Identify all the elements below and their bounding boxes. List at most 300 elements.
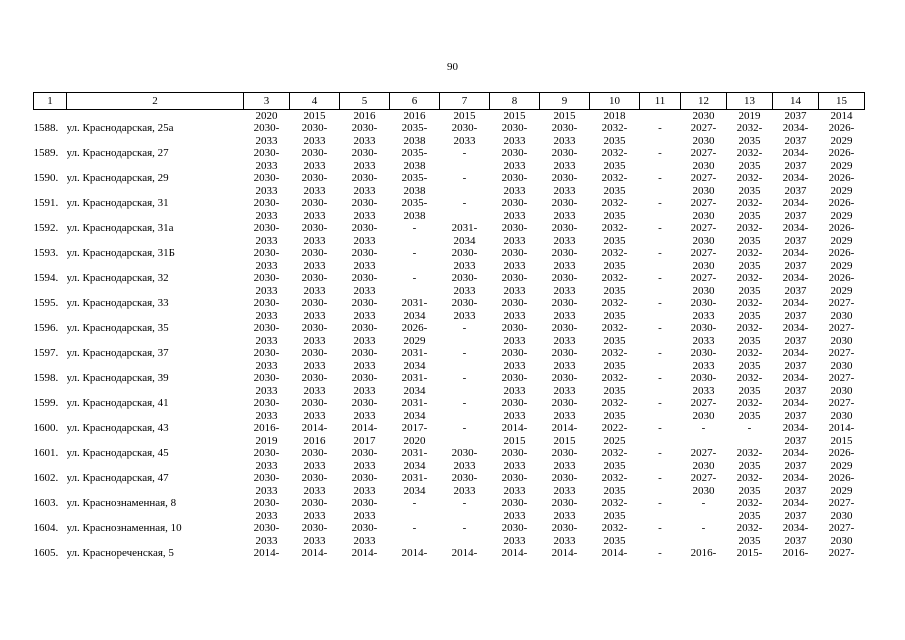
table-row <box>34 297 865 322</box>
period-cell: - <box>462 197 467 209</box>
period-cell: 2034- 2037 <box>782 397 809 422</box>
continued-cell: 2015 <box>503 110 526 122</box>
period-cell: 2030- 2033 <box>253 372 280 397</box>
period-cell: 2032- 2035 <box>601 197 628 222</box>
period-cell: 2034- 2037 <box>782 172 809 197</box>
period-cell: 2014- <box>253 547 280 559</box>
period-cell: 2030- 2033 <box>253 397 280 422</box>
period-cell: 2030- 2033 <box>301 172 328 197</box>
continued-cell <box>67 110 244 123</box>
period-cell: 2030- 2033 <box>690 322 717 347</box>
period-cell: 2030- 2033 <box>551 172 578 197</box>
continued-cell: 2018 <box>603 110 626 122</box>
period-cell: 2030- 2033 <box>551 122 578 147</box>
period-cell: 2035- 2038 <box>401 122 428 147</box>
continued-cell: 2020 <box>255 110 278 122</box>
header-cell-10: 10 <box>590 93 640 110</box>
continued-cell <box>34 110 67 123</box>
period-cell: 2032- 2035 <box>736 472 763 497</box>
period-cell: - <box>658 522 662 534</box>
period-cell: 2030- 2033 <box>351 372 378 397</box>
period-cell: 2027- 2030 <box>690 197 717 222</box>
period-cell: 2030- 2033 <box>253 147 280 172</box>
period-cell: 2030- 2033 <box>301 122 328 147</box>
period-cell: 2030- 2033 <box>690 297 717 322</box>
period-cell: 2030- 2033 <box>301 272 328 297</box>
header-cell-12: 12 <box>681 93 727 110</box>
row-number: 1598. <box>33 372 59 384</box>
period-cell: 2026- 2029 <box>401 322 428 347</box>
period-cell: 2026- 2029 <box>828 147 855 172</box>
period-cell: 2032- 2035 <box>736 197 763 222</box>
period-cell: - <box>658 197 662 209</box>
row-number: 1590. <box>33 172 59 184</box>
table-header <box>34 93 865 110</box>
period-cell: 2027- 2030 <box>690 222 717 247</box>
period-cell: 2032- 2035 <box>601 247 628 272</box>
address-cell: ул. Краснодарская, 31а <box>66 222 174 234</box>
address-cell: ул. Краснодарская, 25а <box>66 122 174 134</box>
period-cell: 2030- 2033 <box>501 447 528 472</box>
period-cell: 2030- 2033 <box>551 447 578 472</box>
period-cell: 2031- 2034 <box>401 397 428 422</box>
period-cell: - <box>658 222 662 234</box>
period-cell: 2032- 2035 <box>736 397 763 422</box>
period-cell: - <box>658 397 662 409</box>
period-cell: 2030- 2033 <box>351 347 378 372</box>
period-cell: 2030- 2033 <box>301 447 328 472</box>
row-number: 1604. <box>33 522 59 534</box>
period-cell: - <box>462 347 467 359</box>
period-cell: 2030- 2033 <box>501 372 528 397</box>
period-cell: 2032- 2035 <box>736 222 763 247</box>
period-cell: 2030- 2033 <box>253 472 280 497</box>
period-cell: 2030- 2033 <box>301 247 328 272</box>
period-cell: 2030- 2033 <box>253 322 280 347</box>
period-cell: 2030- 2033 <box>301 347 328 372</box>
period-cell: 2030- 2033 <box>351 397 378 422</box>
period-cell: - <box>658 472 662 484</box>
header-cell-7: 7 <box>440 93 490 110</box>
table-row <box>34 247 865 272</box>
period-cell: 2016- 2019 <box>253 422 280 447</box>
period-cell: 2030- 2033 <box>301 372 328 397</box>
period-cell: 2026- 2029 <box>828 222 855 247</box>
period-cell: - <box>701 497 706 509</box>
period-cell: 2031- 2034 <box>401 347 428 372</box>
period-cell: 2030- 2033 <box>501 322 528 347</box>
period-cell: 2030- 2033 <box>551 147 578 172</box>
period-cell: 2030- 2033 <box>301 472 328 497</box>
period-cell: - <box>658 497 662 509</box>
period-cell: 2034- 2037 <box>782 522 809 547</box>
period-cell: 2031- 2034 <box>451 222 478 247</box>
period-cell: 2027- 2030 <box>828 397 855 422</box>
period-cell: 2030- 2033 <box>501 272 528 297</box>
period-cell: 2031- 2034 <box>401 372 428 397</box>
period-cell: 2030- 2033 <box>501 222 528 247</box>
header-row <box>34 93 865 110</box>
period-cell: 2015- <box>736 547 763 559</box>
period-cell: 2030- 2033 <box>551 322 578 347</box>
period-cell: 2030- 2033 <box>551 497 578 522</box>
period-cell: 2032- 2035 <box>601 372 628 397</box>
period-cell: 2032- 2035 <box>736 147 763 172</box>
address-cell: ул. Краснознаменная, 8 <box>66 497 177 509</box>
period-cell: - <box>658 147 662 159</box>
period-cell: - <box>462 172 467 184</box>
period-cell: 2031- 2034 <box>401 447 428 472</box>
period-cell: 2030- 2033 <box>301 397 328 422</box>
period-cell: 2030- 2033 <box>551 247 578 272</box>
period-cell: - <box>462 522 467 534</box>
period-cell: 2030- 2033 <box>351 472 378 497</box>
period-cell: 2027- 2030 <box>690 397 717 422</box>
period-cell: 2032- 2035 <box>736 122 763 147</box>
period-cell: 2030- 2033 <box>253 347 280 372</box>
period-cell: 2030- 2033 <box>501 347 528 372</box>
header-cell-15: 15 <box>819 93 865 110</box>
address-cell: ул. Краснодарская, 29 <box>66 172 169 184</box>
row-number: 1589. <box>33 147 59 159</box>
period-cell: 2030- 2033 <box>501 247 528 272</box>
address-cell: ул. Краснодарская, 43 <box>66 422 169 434</box>
period-cell: 2034- 2037 <box>782 297 809 322</box>
period-cell: 2030- 2033 <box>551 272 578 297</box>
period-cell: 2032- 2035 <box>601 297 628 322</box>
table-row <box>34 522 865 547</box>
period-cell: 2030- 2033 <box>551 372 578 397</box>
period-cell: - <box>658 372 662 384</box>
address-cell: ул. Краснодарская, 31Б <box>66 247 175 259</box>
period-cell: 2014- 2015 <box>551 422 578 447</box>
period-cell: 2030- 2033 <box>551 472 578 497</box>
period-cell: 2031- 2034 <box>401 472 428 497</box>
period-cell: 2030- 2033 <box>253 172 280 197</box>
period-cell: 2030- 2033 <box>501 497 528 522</box>
header-cell-5: 5 <box>340 93 390 110</box>
continued-cell: 2015 <box>553 110 576 122</box>
row-number: 1591. <box>33 197 59 209</box>
header-cell-11: 11 <box>640 93 681 110</box>
period-cell: 2022- 2025 <box>601 422 628 447</box>
period-cell: 2034- 2037 <box>782 247 809 272</box>
period-cell: 2014- <box>351 547 378 559</box>
period-cell: 2030- 2033 <box>301 297 328 322</box>
page-number: 90 <box>447 61 458 73</box>
table-row <box>34 422 865 447</box>
period-cell: - <box>658 272 662 284</box>
period-cell: 2030- 2033 <box>351 322 378 347</box>
period-cell: 2016- <box>690 547 717 559</box>
period-cell: 2032- 2035 <box>601 397 628 422</box>
row-number: 1599. <box>33 397 59 409</box>
row-number: 1596. <box>33 322 59 334</box>
period-cell: 2014- <box>451 547 478 559</box>
period-cell: 2030- 2033 <box>351 272 378 297</box>
continued-cell: 2015 <box>303 110 326 122</box>
period-cell: - <box>462 397 467 409</box>
period-cell: 2027- <box>828 547 855 559</box>
row-number: 1595. <box>33 297 59 309</box>
period-cell: 2034- 2037 <box>782 372 809 397</box>
period-cell: 2030- 2033 <box>551 397 578 422</box>
period-cell: 2027- 2030 <box>690 447 717 472</box>
period-cell: 2030- 2033 <box>253 122 280 147</box>
period-cell: - <box>701 522 706 534</box>
period-cell: 2035- 2038 <box>401 197 428 222</box>
address-cell: ул. Краснодарская, 35 <box>66 322 169 334</box>
period-cell: 2035- 2038 <box>401 147 428 172</box>
period-cell: 2032- 2035 <box>601 322 628 347</box>
period-cell: - <box>462 147 467 159</box>
period-cell: 2034- 2037 <box>782 222 809 247</box>
period-cell: 2026- 2029 <box>828 247 855 272</box>
period-cell: 2030- 2033 <box>551 222 578 247</box>
row-number: 1600. <box>33 422 59 434</box>
period-cell: 2014- 2015 <box>828 422 855 447</box>
continued-cell: 2037 <box>784 110 807 122</box>
period-cell: - <box>412 497 417 509</box>
continued-cell: 2019 <box>738 110 761 122</box>
period-cell: 2030- 2033 <box>253 297 280 322</box>
address-cell: ул. Краснодарская, 31 <box>66 197 169 209</box>
period-cell: - <box>658 172 662 184</box>
period-cell: 2030- 2033 <box>451 447 478 472</box>
period-cell: 2030- 2033 <box>351 497 378 522</box>
period-cell: 2030- 2033 <box>501 197 528 222</box>
header-cell-2: 2 <box>67 93 244 110</box>
table-row <box>34 172 865 197</box>
period-cell: 2032- 2035 <box>736 272 763 297</box>
table-row <box>34 347 865 372</box>
period-cell: 2014- 2015 <box>501 422 528 447</box>
period-cell: 2030- 2033 <box>501 122 528 147</box>
period-cell: 2030- 2033 <box>351 247 378 272</box>
period-cell: 2030- 2033 <box>301 222 328 247</box>
table-row <box>34 147 865 172</box>
period-cell: 2030- 2033 <box>253 272 280 297</box>
period-cell: 2030- 2033 <box>351 222 378 247</box>
address-cell: ул. Краснодарская, 27 <box>66 147 169 159</box>
period-cell: - <box>658 422 662 434</box>
period-cell: - <box>658 122 662 134</box>
row-number: 1597. <box>33 347 59 359</box>
period-cell: 2026- 2029 <box>828 472 855 497</box>
header-cell-4: 4 <box>290 93 340 110</box>
address-cell: ул. Краснодарская, 41 <box>66 397 169 409</box>
period-cell: 2030- 2033 <box>501 472 528 497</box>
period-cell: 2014- 2016 <box>301 422 328 447</box>
period-cell: 2017- 2020 <box>401 422 428 447</box>
period-cell: 2031- 2034 <box>401 297 428 322</box>
row-number: 1593. <box>33 247 59 259</box>
period-cell: 2030- 2033 <box>351 122 378 147</box>
period-cell: 2014- <box>501 547 528 559</box>
period-cell: 2030- 2033 <box>253 447 280 472</box>
period-cell: 2030- 2033 <box>690 372 717 397</box>
continued-row <box>34 110 865 123</box>
period-cell: 2014- <box>301 547 328 559</box>
period-cell: 2034- 2037 <box>782 322 809 347</box>
period-cell: 2032- 2035 <box>736 347 763 372</box>
table-row <box>34 472 865 497</box>
row-number: 1605. <box>33 547 59 559</box>
period-cell: 2034- 2037 <box>782 197 809 222</box>
period-cell: 2030- 2033 <box>551 297 578 322</box>
row-number: 1588. <box>33 122 59 134</box>
period-cell: - <box>462 372 467 384</box>
period-cell: 2026- 2029 <box>828 172 855 197</box>
period-cell: 2030- 2033 <box>551 197 578 222</box>
period-cell: 2027- 2030 <box>828 372 855 397</box>
period-cell: 2016- <box>782 547 809 559</box>
period-cell: 2034- 2037 <box>782 347 809 372</box>
header-cell-8: 8 <box>490 93 540 110</box>
period-cell: 2030- 2033 <box>501 172 528 197</box>
period-cell: - <box>658 347 662 359</box>
period-cell: 2030- 2033 <box>501 147 528 172</box>
period-cell: - <box>412 522 417 534</box>
period-cell: 2014- 2017 <box>351 422 378 447</box>
period-cell: 2030- 2033 <box>301 522 328 547</box>
address-cell: ул. Краснодарская, 39 <box>66 372 169 384</box>
header-cell-13: 13 <box>727 93 773 110</box>
table-row <box>34 272 865 297</box>
period-cell: 2014- <box>601 547 628 559</box>
period-cell: 2030- 2033 <box>253 197 280 222</box>
period-cell: - <box>658 322 662 334</box>
period-cell: - <box>412 272 417 284</box>
period-cell: 2026- 2029 <box>828 272 855 297</box>
period-cell: 2027- 2030 <box>828 522 855 547</box>
continued-cell: 2016 <box>353 110 376 122</box>
period-cell: 2030- 2033 <box>351 197 378 222</box>
period-cell: 2034- 2037 <box>782 422 809 447</box>
period-cell: 2030- 2033 <box>301 322 328 347</box>
period-cell: 2027- 2030 <box>690 247 717 272</box>
table-row <box>34 222 865 247</box>
continued-cell <box>640 110 681 123</box>
address-cell: ул. Краснознаменная, 10 <box>66 522 182 534</box>
period-cell: 2030- 2033 <box>253 247 280 272</box>
period-cell: 2030- 2033 <box>551 522 578 547</box>
continued-cell: 2015 <box>453 110 476 122</box>
period-cell: 2030- 2033 <box>301 197 328 222</box>
period-cell: 2014- <box>401 547 428 559</box>
period-cell: 2027- 2030 <box>828 347 855 372</box>
period-cell: 2032- 2035 <box>736 322 763 347</box>
table-row <box>34 497 865 522</box>
period-cell: 2027- 2030 <box>690 172 717 197</box>
table-row <box>34 547 865 560</box>
period-cell: 2034- 2037 <box>782 472 809 497</box>
period-cell: 2030- 2033 <box>253 222 280 247</box>
period-cell: 2034- 2037 <box>782 147 809 172</box>
period-cell: 2014- <box>551 547 578 559</box>
period-cell: - <box>462 322 467 334</box>
table-row <box>34 397 865 422</box>
period-cell: 2030- 2033 <box>253 497 280 522</box>
row-number: 1602. <box>33 472 59 484</box>
period-cell: 2026- 2029 <box>828 122 855 147</box>
period-cell: 2026- 2029 <box>828 447 855 472</box>
row-number: 1592. <box>33 222 59 234</box>
table-row <box>34 447 865 472</box>
period-cell: 2032- 2035 <box>736 497 763 522</box>
period-cell: 2032- 2035 <box>736 447 763 472</box>
period-cell: 2034- 2037 <box>782 272 809 297</box>
period-cell: 2030- 2033 <box>301 497 328 522</box>
period-cell: 2032- 2035 <box>601 522 628 547</box>
period-cell: 2032- 2035 <box>601 122 628 147</box>
header-cell-14: 14 <box>773 93 819 110</box>
address-cell: ул. Краснодарская, 45 <box>66 447 169 459</box>
continued-cell: 2014 <box>830 110 853 122</box>
period-cell: - <box>658 447 662 459</box>
table-body <box>34 110 865 560</box>
address-cell: ул. Краснодарская, 47 <box>66 472 169 484</box>
period-cell: 2030- 2033 <box>551 347 578 372</box>
address-cell: ул. Краснодарская, 37 <box>66 347 169 359</box>
period-cell: - <box>658 297 662 309</box>
period-cell: 2027- 2030 <box>828 297 855 322</box>
row-number: 1603. <box>33 497 59 509</box>
period-cell: 2030- 2033 <box>451 472 478 497</box>
period-cell: - <box>658 547 662 559</box>
address-cell: ул. Краснодарская, 32 <box>66 272 169 284</box>
period-cell: 2030- 2033 <box>253 522 280 547</box>
period-cell: 2032- 2035 <box>601 272 628 297</box>
period-cell: 2030- 2033 <box>501 522 528 547</box>
address-cell: ул. Краснодарская, 33 <box>66 297 169 309</box>
period-cell: 2034- 2037 <box>782 497 809 522</box>
row-number: 1594. <box>33 272 59 284</box>
period-cell: 2032- 2035 <box>601 497 628 522</box>
period-cell: 2027- 2030 <box>690 122 717 147</box>
period-cell: - <box>658 247 662 259</box>
period-cell: - <box>462 422 467 434</box>
schedule-table <box>33 92 865 560</box>
period-cell: 2032- 2035 <box>601 222 628 247</box>
period-cell: 2032- 2035 <box>601 172 628 197</box>
period-cell: 2030- 2033 <box>451 122 478 147</box>
header-cell-3: 3 <box>244 93 290 110</box>
period-cell: 2032- 2035 <box>601 472 628 497</box>
period-cell: - <box>412 247 417 259</box>
table-row <box>34 372 865 397</box>
period-cell: 2030- 2033 <box>351 172 378 197</box>
period-cell: 2027- 2030 <box>828 497 855 522</box>
period-cell: 2030- 2033 <box>451 272 478 297</box>
period-cell: 2030- 2033 <box>301 147 328 172</box>
period-cell: - <box>412 222 417 234</box>
address-cell: ул. Краснореченская, 5 <box>66 547 174 559</box>
period-cell: 2027- 2030 <box>828 322 855 347</box>
period-cell: 2030- 2033 <box>451 247 478 272</box>
period-cell: 2027- 2030 <box>690 147 717 172</box>
period-cell: 2027- 2030 <box>690 272 717 297</box>
period-cell: 2032- 2035 <box>736 297 763 322</box>
period-cell: 2034- 2037 <box>782 122 809 147</box>
table-row <box>34 197 865 222</box>
period-cell: 2032- 2035 <box>736 172 763 197</box>
period-cell: 2027- 2030 <box>690 472 717 497</box>
period-cell: 2030- 2033 <box>501 297 528 322</box>
period-cell: 2030- 2033 <box>501 397 528 422</box>
period-cell: 2034- 2037 <box>782 447 809 472</box>
period-cell: 2032- 2035 <box>601 147 628 172</box>
